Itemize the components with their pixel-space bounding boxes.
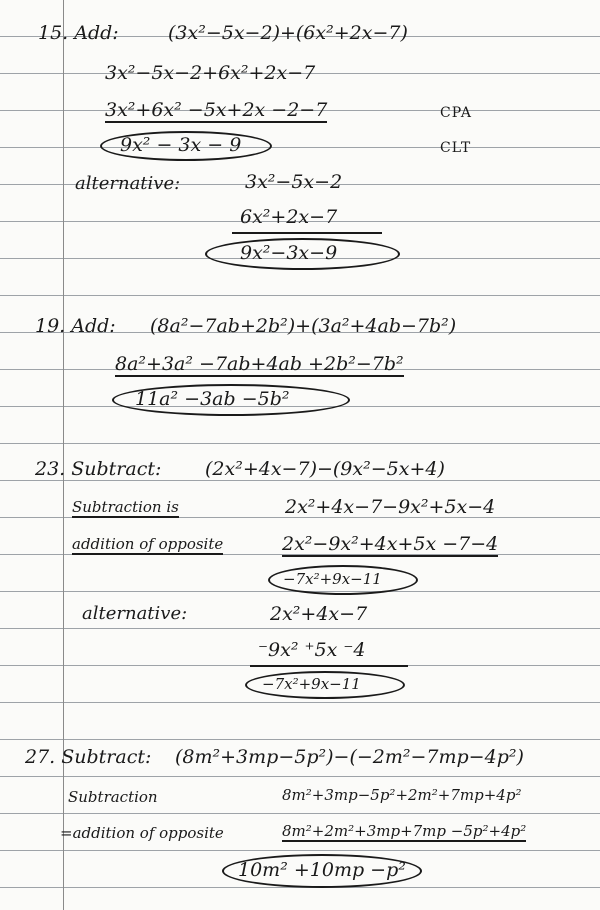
problem-23-alt-top: 2x²+4x−7	[270, 603, 368, 625]
problem-23-label: 23. Subtract:	[35, 458, 162, 480]
problem-27-expression: (8m²+3mp−5p²)−(−2m²−7mp−4p²)	[175, 746, 524, 768]
problem-15-expression: (3x²−5x−2)+(6x²+2x−7)	[168, 22, 408, 44]
problem-15-alt-bottom: 6x²+2x−7	[240, 206, 338, 228]
problem-23-alt-label: alternative:	[82, 603, 188, 624]
problem-15-step-2: 3x²+6x² −5x+2x −2−7	[105, 99, 328, 121]
problem-27-step-1: 8m²+3mp−5p²+2m²+7mp+4p²	[282, 786, 522, 804]
problem-27-answer: 10m² +10mp −p²	[238, 859, 406, 881]
problem-15-answer: 9x² − 3x − 9	[120, 134, 242, 156]
problem-15-step-1: 3x²−5x−2+6x²+2x−7	[105, 62, 316, 84]
problem-23-step-2: 2x²−9x²+4x+5x −7−4	[282, 533, 499, 555]
problem-23-side-note-2: addition of opposite	[72, 535, 224, 553]
problem-23-alt-bottom: ⁻9x² ⁺5x ⁻4	[258, 639, 366, 661]
problem-23-side-note-1: Subtraction is	[72, 498, 179, 516]
problem-15-alt-answer: 9x²−3x−9	[240, 242, 338, 264]
problem-23-step-1: 2x²+4x−7−9x²+5x−4	[285, 496, 496, 518]
problem-15-alt-label: alternative:	[75, 173, 181, 194]
problem-19-answer: 11a² −3ab −5b²	[135, 388, 290, 410]
problem-15-alt-rule	[232, 232, 382, 234]
problem-15-note-cpa: CPA	[440, 105, 472, 121]
problem-19-expression: (8a²−7ab+2b²)+(3a²+4ab−7b²)	[150, 315, 457, 337]
problem-27-side-note-1: Subtraction	[68, 788, 158, 806]
problem-19-label: 19. Add:	[35, 315, 116, 337]
problem-23-answer: −7x²+9x−11	[283, 570, 382, 588]
problem-27-step-2: 8m²+2m²+3mp+7mp −5p²+4p²	[282, 822, 527, 840]
problem-23-expression: (2x²+4x−7)−(9x²−5x+4)	[205, 458, 445, 480]
problem-23-alt-rule	[250, 665, 408, 667]
problem-15-note-clt: CLT	[440, 140, 472, 156]
problem-27-label: 27. Subtract:	[25, 746, 152, 768]
problem-19-step-1: 8a²+3a² −7ab+4ab +2b²−7b²	[115, 353, 404, 375]
margin-line	[63, 0, 64, 910]
problem-27-side-note-2: =addition of opposite	[60, 824, 224, 842]
problem-15-alt-top: 3x²−5x−2	[245, 171, 343, 193]
problem-15-label: 15. Add:	[38, 22, 119, 44]
problem-23-alt-answer: −7x²+9x−11	[262, 675, 361, 693]
